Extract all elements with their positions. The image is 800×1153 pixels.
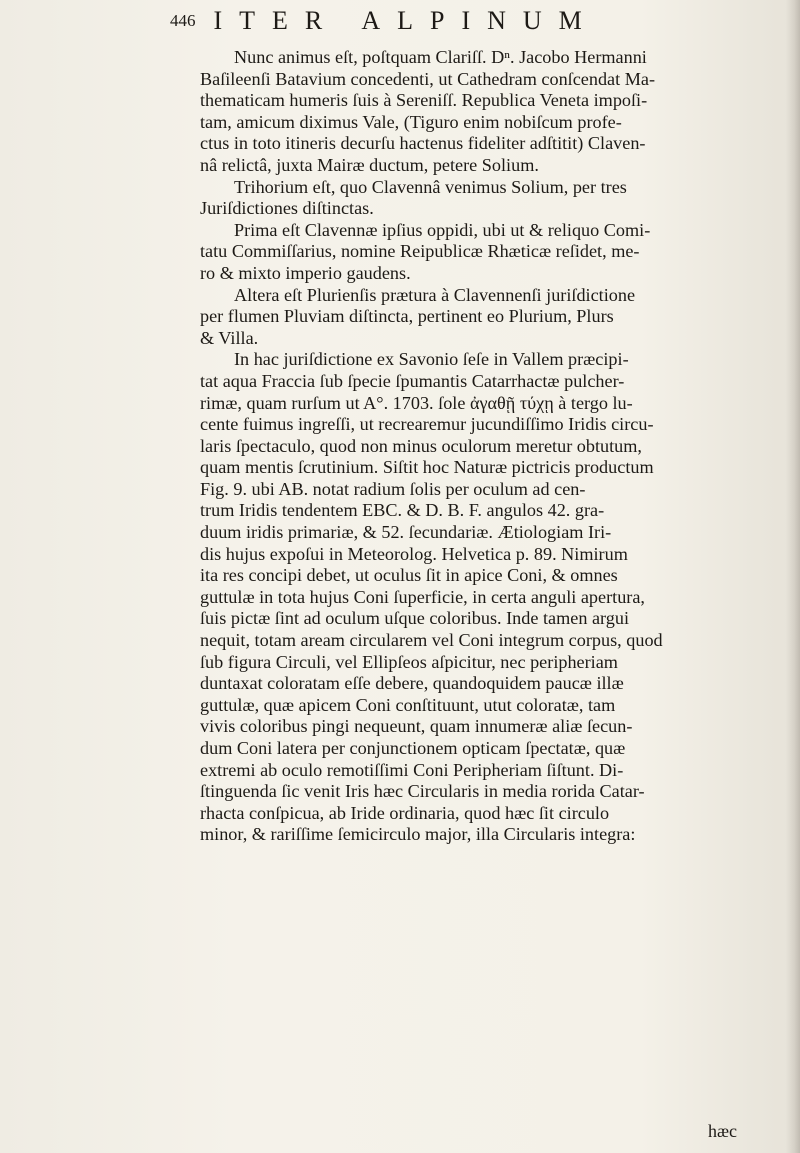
text-line: extremi ab oculo remotiſſimi Coni Peripheriam ſiſtunt. Di- [200, 759, 624, 780]
text-line: ſub figura Circuli, vel Ellipſeos aſpicitur, nec peripheriam [200, 651, 618, 672]
text-line: guttulæ in tota hujus Coni ſuperficie, in certa anguli apertura, [200, 586, 645, 607]
text-line: cente fuimus ingreſſi, ut recrearemur jucundiſſimo Iridis circu- [200, 414, 654, 435]
text-line: dum Coni latera per conjunctionem opticam ſpectatæ, quæ [200, 738, 626, 758]
text-line: ro & mixto imperio gaudens. [200, 262, 411, 283]
text-line: Altera eſt Plurienſis prætura à Clavennenſi juriſdictione [234, 284, 636, 305]
running-header [170, 6, 750, 46]
running-title: ITER ALPINUM [213, 6, 599, 35]
text-line: duum iridis primariæ, & 52. ſecundariæ. Ætiologiam Iri- [200, 522, 612, 543]
text-line: tat aqua Fraccia ſub ſpecie ſpumantis Catarrhactæ pulcher- [200, 370, 625, 391]
text-line: per flumen Pluviam diſtincta, pertinent eo Plurium, Plurs [200, 306, 614, 327]
text-line: vivis coloribus pingi nequeunt, quam innumeræ aliæ ſecun- [200, 716, 633, 737]
text-line: minor, & rariſſime ſemicirculo major, illa Circularis integra: [200, 824, 636, 845]
text-line: ſtinguenda ſic venit Iris hæc Circularis in media rorida Catar- [200, 781, 645, 802]
text-line: tam, amicum diximus Vale, (Tiguro enim nobiſcum profe- [200, 111, 622, 132]
text-line: ſuis pictæ ſint ad oculum uſque coloribus. Inde tamen argui [200, 608, 630, 629]
text-line: laris ſpectaculo, quod non minus oculorum meretur obtutum, [200, 435, 642, 456]
page-edge-shadow [786, 0, 800, 1153]
text-line: rhacta conſpicua, ab Iride ordinaria, quod hæc ſit circulo [200, 802, 610, 823]
text-line: Nunc animus eſt, poſtquam Clariſſ. Dⁿ. Jacobo Hermanni [234, 47, 647, 67]
text-line: guttulæ, quæ apicem Coni conſtituunt, utut coloratæ, tam [200, 694, 616, 715]
text-line: Baſileenſi Batavium concedenti, ut Cathedram conſcendat Ma- [200, 68, 656, 89]
text-line: ita res concipi debet, ut oculus ſit in apice Coni, & omnes [200, 565, 618, 586]
text-line: Trihorium eſt, quo Clavennâ venimus Solium, per tres [234, 176, 627, 197]
text-line: Prima eſt Clavennæ ipſius oppidi, ubi ut & reliquo Comi- [234, 219, 651, 240]
text-line: dis hujus expoſui in Meteorolog. Helvetica p. 89. Nimirum [200, 543, 628, 564]
text-line: nequit, totam aream circularem vel Coni integrum corpus, quod [200, 630, 663, 651]
page-number: 446 [170, 11, 196, 30]
text-line: ctus in toto itineris decurſu hactenus fideliter adſtitit) Claven- [200, 133, 646, 154]
catchword: hæc [708, 1121, 737, 1141]
text-line: In hac juriſdictione ex Savonio ſeſe in Vallem præcipi- [234, 349, 629, 370]
text-line: rimæ, quam rurſum ut A°. 1703. ſole ἀγαθῇ τύχῃ à tergo lu- [200, 392, 633, 413]
text-line: thematicam humeris ſuis à Sereniſſ. Republica Veneta impoſi- [200, 90, 648, 111]
text-line: duntaxat coloratam eſſe debere, quandoquidem paucæ illæ [200, 673, 624, 694]
text-line: Fig. 9. ubi AB. notat radium ſolis per oculum ad cen- [200, 478, 586, 499]
body-text [200, 47, 750, 846]
text-line: Juriſdictiones diſtinctas. [200, 198, 374, 219]
text-line: nâ relictâ, juxta Mairæ ductum, petere Solium. [200, 154, 539, 175]
text-line: quam mentis ſcrutinium. Siſtit hoc Naturæ pictricis productum [200, 457, 654, 478]
text-line: trum Iridis tendentem EBC. & D. B. F. angulos 42. gra- [200, 500, 605, 521]
text-line: & Villa. [200, 327, 259, 348]
text-line: tatu Commiſſarius, nomine Reipublicæ Rhæticæ reſidet, me- [200, 241, 640, 262]
